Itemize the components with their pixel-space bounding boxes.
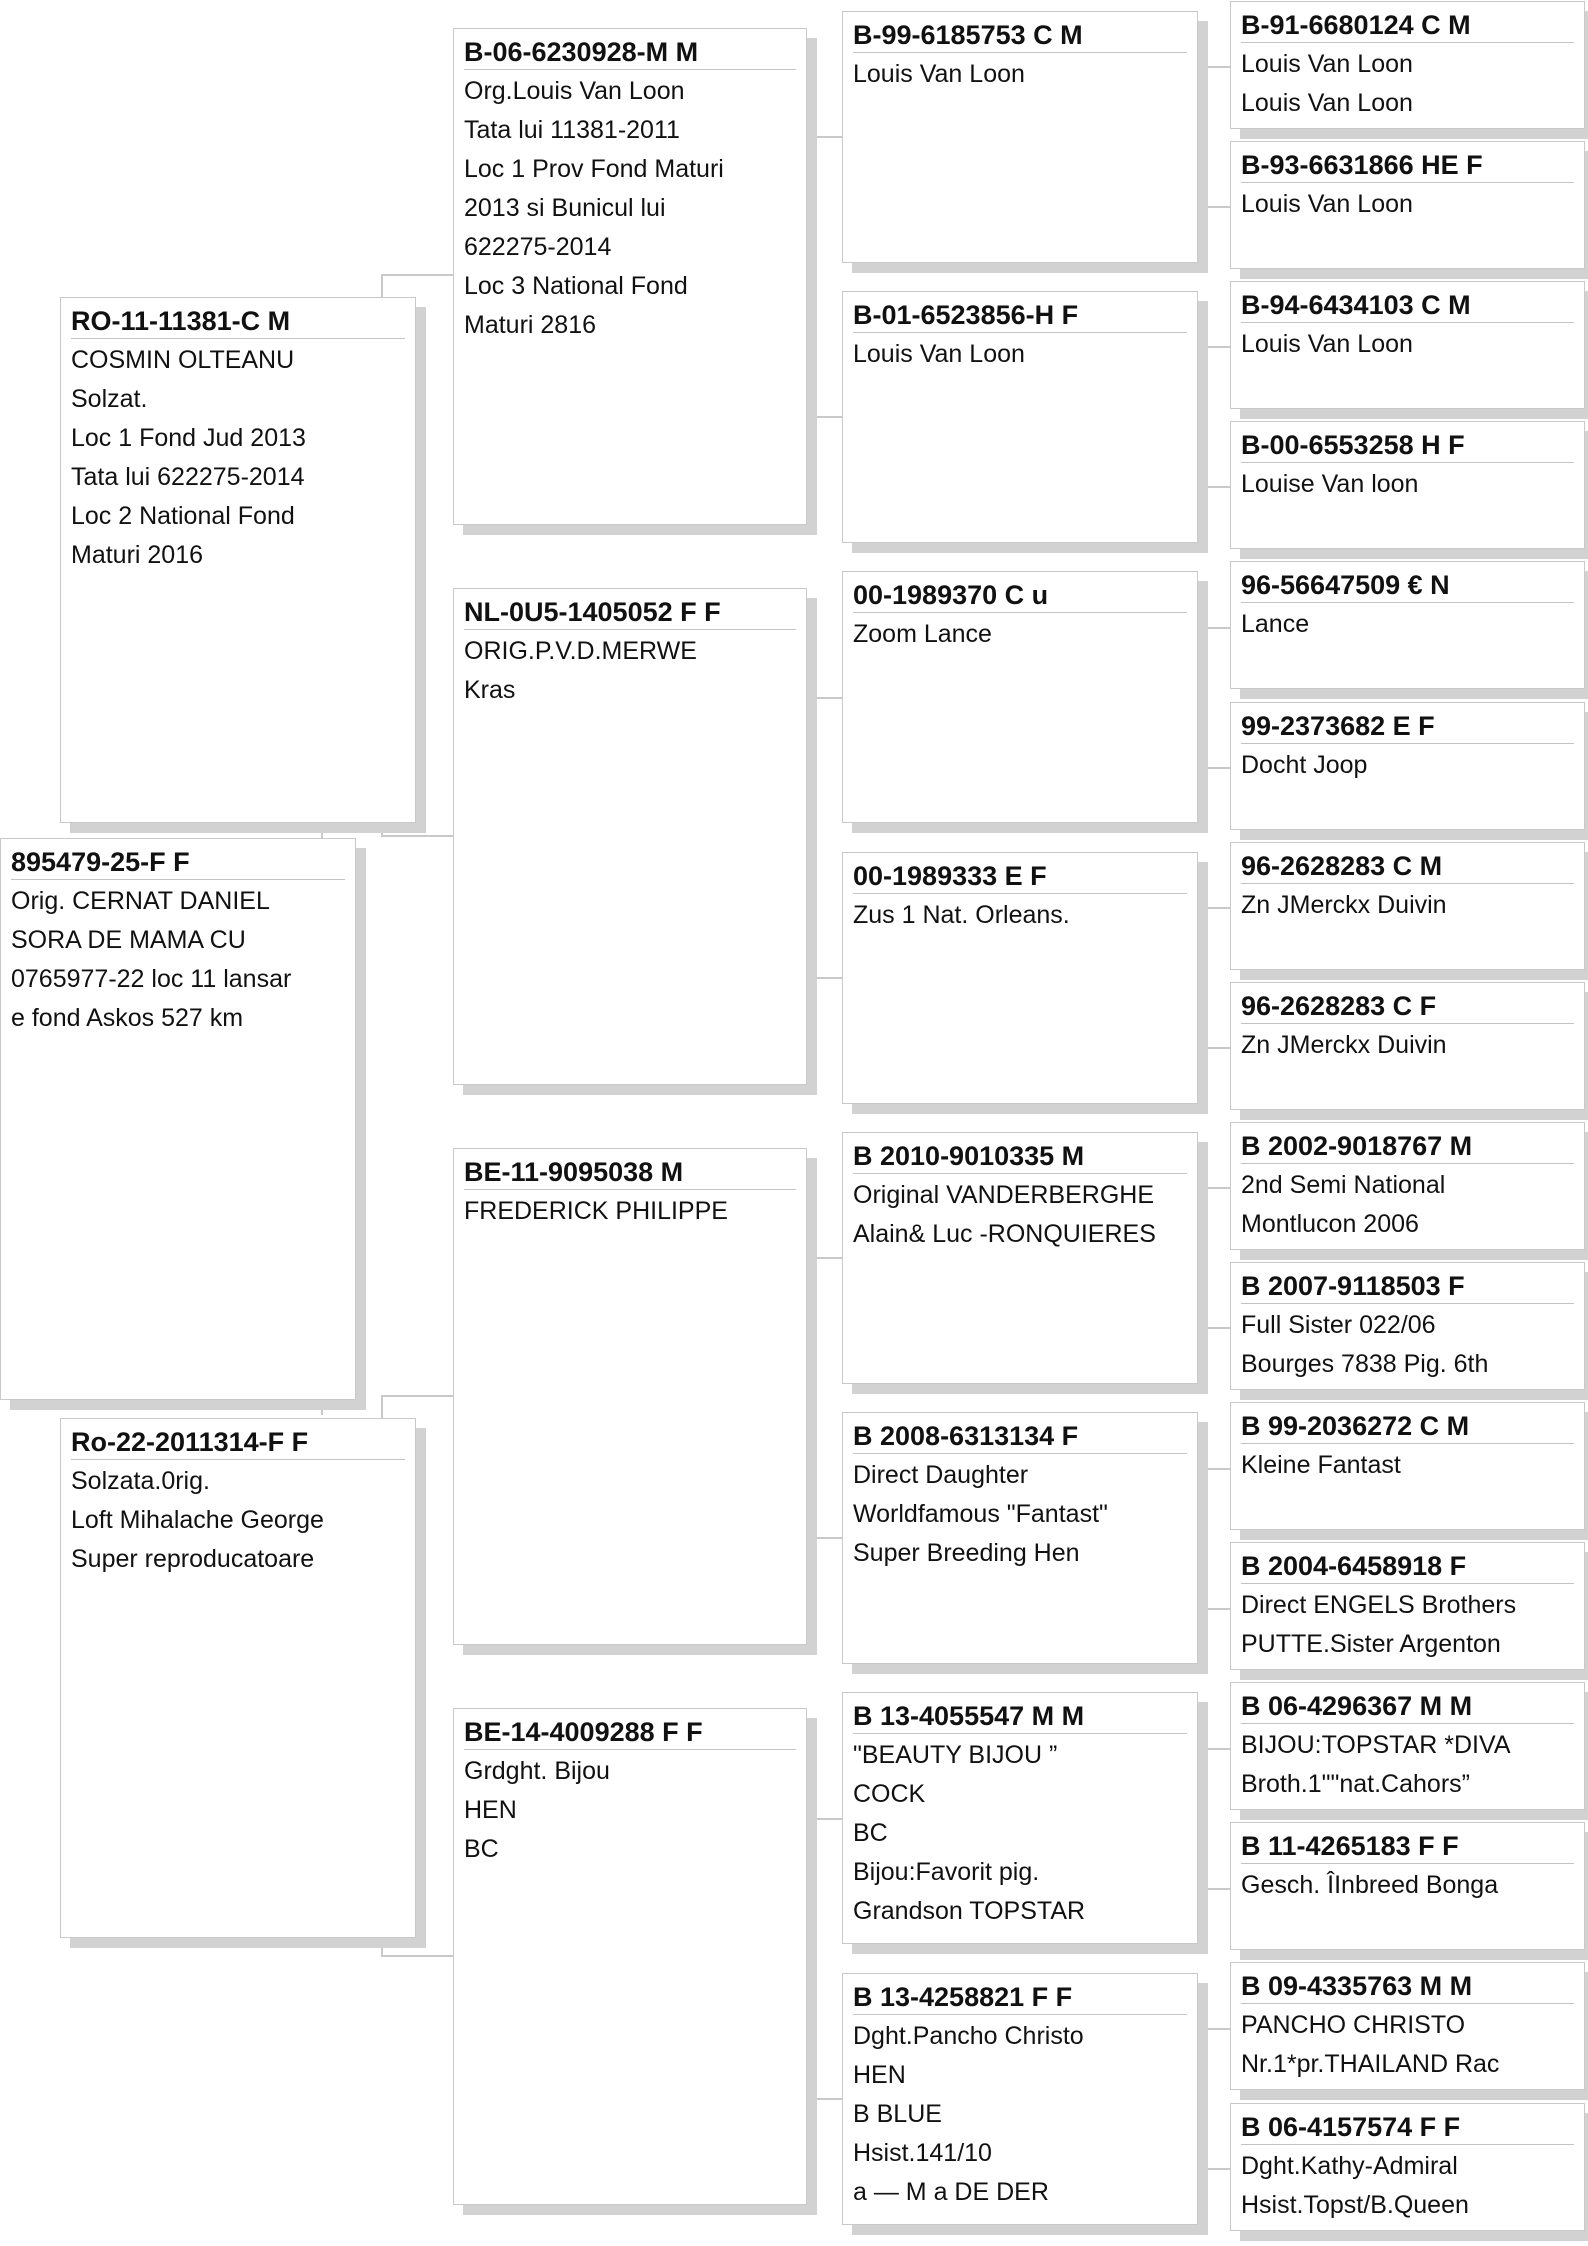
- pigeon-notes: [464, 630, 796, 710]
- note-line: Super reproducatoare: [71, 1545, 315, 1573]
- pigeon-card-grandparent: [453, 28, 807, 525]
- pigeon-notes: [1241, 1164, 1574, 1244]
- note-line: Grdght. Bijou: [464, 1757, 610, 1785]
- note-line: Super Breeding Hen: [853, 1539, 1080, 1567]
- pigeon-notes: [71, 1460, 405, 1579]
- pigeon-notes: [1241, 43, 1574, 123]
- note-line: Alain& Luc -RONQUIERES: [853, 1220, 1156, 1248]
- ring-number: B-99-6185753 C M: [853, 18, 1187, 53]
- ring-number: B-94-6434103 C M: [1241, 288, 1574, 323]
- note-line: Worldfamous "Fantast": [853, 1500, 1108, 1528]
- pigeon-card-grandparent: [453, 1148, 807, 1645]
- pigeon-notes: [1241, 463, 1574, 504]
- ring-number: B-91-6680124 C M: [1241, 8, 1574, 43]
- pigeon-card-great-great-grandparent: [1230, 1682, 1585, 1810]
- pigeon-notes: [11, 880, 345, 1038]
- ring-number: B-00-6553258 H F: [1241, 428, 1574, 463]
- pigeon-card-dam: [60, 1418, 416, 1938]
- pigeon-notes: [1241, 1864, 1574, 1905]
- ring-number: B 09-4335763 M M: [1241, 1969, 1574, 2004]
- note-line: Maturi 2816: [464, 311, 597, 339]
- note-line: Loft Mihalache George: [71, 1506, 324, 1534]
- pigeon-notes: [1241, 1304, 1574, 1384]
- note-line: Direct Daughter: [853, 1461, 1029, 1489]
- pigeon-card-great-great-grandparent: [1230, 982, 1585, 1110]
- connector-line: [812, 1537, 842, 1539]
- connector-line: [1198, 2028, 1230, 2030]
- note-line: Louis Van Loon: [1241, 190, 1413, 219]
- connector-line: [812, 416, 842, 418]
- note-line: Original VANDERBERGHE: [853, 1181, 1155, 1209]
- pigeon-notes: [464, 1190, 796, 1231]
- ring-number: 96-56647509 € N: [1241, 568, 1574, 603]
- ring-number: B-93-6631866 HE F: [1241, 148, 1574, 183]
- ring-number: B 13-4055547 M M: [853, 1699, 1187, 1734]
- note-line: Nr.1*pr.THAILAND Rac: [1241, 2050, 1500, 2079]
- ring-number: 895479-25-F F: [11, 845, 345, 880]
- note-line: 2013 si Bunicul lui: [464, 194, 666, 222]
- note-line: Full Sister 022/06: [1241, 1310, 1436, 1339]
- pigeon-card-great-grandparent: [842, 291, 1198, 543]
- pigeon-notes: [853, 1734, 1187, 1931]
- note-line: Tata lui 622275-2014: [71, 463, 305, 491]
- ring-number: B-06-6230928-M M: [464, 35, 796, 70]
- ring-number: BE-11-9095038 M: [464, 1155, 796, 1190]
- note-line: Docht Joop: [1241, 750, 1368, 779]
- connector-line: [381, 835, 453, 837]
- note-line: Louis Van Loon: [853, 340, 1025, 368]
- ring-number: B-01-6523856-H F: [853, 298, 1187, 333]
- pigeon-notes: [1241, 323, 1574, 364]
- ring-number: B 11-4265183 F F: [1241, 1829, 1574, 1864]
- note-line: Montlucon 2006: [1241, 1209, 1419, 1238]
- note-line: Louis Van Loon: [1241, 89, 1413, 117]
- connector-line: [812, 1818, 842, 1820]
- ring-number: B 2007-9118503 F: [1241, 1269, 1574, 1304]
- connector-line: [812, 977, 842, 979]
- note-line: 2nd Semi National: [1241, 1170, 1446, 1199]
- pigeon-notes: [1241, 1584, 1574, 1664]
- note-line: Lance: [1241, 610, 1310, 639]
- note-line: Louis Van Loon: [1241, 330, 1413, 359]
- ring-number: 99-2373682 E F: [1241, 709, 1574, 744]
- ring-number: B 2002-9018767 M: [1241, 1129, 1574, 1164]
- ring-number: RO-11-11381-C M: [71, 304, 405, 339]
- note-line: "BEAUTY BIJOU ”: [853, 1741, 1058, 1769]
- note-line: Zoom Lance: [853, 620, 992, 648]
- note-line: Hsist.141/10: [853, 2139, 992, 2167]
- note-line: Loc 1 Fond Jud 2013: [71, 424, 306, 452]
- note-line: COCK: [853, 1780, 926, 1808]
- pigeon-card-sire: [60, 297, 416, 823]
- connector-line: [812, 697, 842, 699]
- pigeon-notes: [464, 70, 796, 345]
- pigeon-card-great-great-grandparent: [1230, 1122, 1585, 1250]
- note-line: Zn JMerckx Duivin: [1241, 890, 1447, 919]
- connector-line: [381, 1938, 383, 1955]
- connector-line: [381, 1955, 453, 1957]
- connector-line: [381, 1395, 383, 1420]
- ring-number: BE-14-4009288 F F: [464, 1715, 796, 1750]
- pigeon-notes: [853, 613, 1187, 654]
- pigeon-notes: [71, 339, 405, 575]
- ring-number: 00-1989333 E F: [853, 859, 1187, 894]
- connector-line: [812, 136, 842, 138]
- pigeon-card-great-grandparent: [842, 571, 1198, 823]
- note-line: Zus 1 Nat. Orleans.: [853, 901, 1070, 929]
- pigeon-card-great-grandparent: [842, 1412, 1198, 1664]
- pigeon-card-great-grandparent: [842, 1973, 1198, 2225]
- connector-line: [1198, 1187, 1230, 1189]
- ring-number: B 06-4296367 M M: [1241, 1689, 1574, 1724]
- connector-line: [1198, 346, 1230, 348]
- connector-line: [381, 274, 453, 276]
- connector-line: [381, 1395, 453, 1397]
- note-line: Louis Van Loon: [853, 60, 1025, 88]
- pigeon-notes: [1241, 603, 1574, 644]
- connector-line: [1198, 907, 1230, 909]
- pigeon-notes: [853, 53, 1187, 94]
- connector-line: [1198, 1748, 1230, 1750]
- note-line: PUTTE.Sister Argenton: [1241, 1630, 1501, 1659]
- note-line: Maturi 2016: [71, 541, 204, 569]
- pigeon-notes: [1241, 744, 1574, 785]
- ring-number: Ro-22-2011314-F F: [71, 1425, 405, 1460]
- pigeon-card-great-great-grandparent: [1230, 1262, 1585, 1390]
- note-line: Tata lui 11381-2011: [464, 116, 680, 144]
- ring-number: B 2004-6458918 F: [1241, 1549, 1574, 1584]
- connector-line: [1198, 767, 1230, 769]
- pigeon-card-great-grandparent: [842, 852, 1198, 1104]
- note-line: Broth.1""nat.Cahors”: [1241, 1770, 1470, 1799]
- pigeon-card-great-great-grandparent: [1230, 2103, 1585, 2231]
- note-line: HEN: [464, 1796, 517, 1824]
- note-line: Kleine Fantast: [1241, 1451, 1401, 1479]
- pigeon-card-great-grandparent: [842, 11, 1198, 263]
- pigeon-notes: [1241, 1724, 1574, 1804]
- note-line: BC: [464, 1835, 499, 1863]
- note-line: a — M a DE DER: [853, 2178, 1049, 2206]
- connector-line: [812, 1257, 842, 1259]
- connector-line: [1198, 2168, 1230, 2170]
- connector-line: [812, 2098, 842, 2100]
- ring-number: B 2010-9010335 M: [853, 1139, 1187, 1174]
- pigeon-card-great-great-grandparent: [1230, 561, 1585, 689]
- pigeon-notes: [1241, 183, 1574, 224]
- note-line: Dght.Pancho Christo: [853, 2022, 1084, 2050]
- note-line: Solzat.: [71, 385, 148, 413]
- pigeon-notes: [853, 2015, 1187, 2212]
- note-line: Gesch. ÎInbreed Bonga: [1241, 1871, 1499, 1900]
- note-line: FREDERICK PHILIPPE: [464, 1197, 728, 1225]
- ring-number: 96-2628283 C F: [1241, 989, 1574, 1024]
- pigeon-card-great-grandparent: [842, 1692, 1198, 1944]
- ring-number: B 06-4157574 F F: [1241, 2110, 1574, 2145]
- note-line: Orig. CERNAT DANIEL: [11, 887, 270, 915]
- note-line: Zn JMerckx Duivin: [1241, 1030, 1447, 1059]
- note-line: 0765977-22 loc 11 lansar: [11, 965, 292, 993]
- note-line: Louise Van loon: [1241, 470, 1419, 499]
- ring-number: 96-2628283 C M: [1241, 849, 1574, 884]
- note-line: 622275-2014: [464, 233, 612, 261]
- note-line: HEN: [853, 2061, 906, 2089]
- connector-line: [1198, 66, 1230, 68]
- pigeon-card-great-great-grandparent: [1230, 141, 1585, 269]
- pigeon-notes: [853, 1174, 1187, 1254]
- pigeon-card-great-great-grandparent: [1230, 1822, 1585, 1950]
- pigeon-notes: [1241, 1444, 1574, 1485]
- ring-number: B 2008-6313134 F: [853, 1419, 1187, 1454]
- note-line: Louis Van Loon: [1241, 50, 1413, 78]
- pigeon-notes: [1241, 884, 1574, 925]
- pigeon-notes: [1241, 1024, 1574, 1065]
- note-line: BC: [853, 1819, 888, 1847]
- pigeon-card-great-great-grandparent: [1230, 1402, 1585, 1530]
- connector-line: [1198, 1327, 1230, 1329]
- note-line: Hsist.Topst/B.Queen: [1241, 2190, 1469, 2219]
- pigeon-card-great-great-grandparent: [1230, 1, 1585, 129]
- note-line: Loc 2 National Fond: [71, 502, 295, 530]
- note-line: Solzata.0rig.: [71, 1467, 210, 1495]
- pigeon-card-great-grandparent: [842, 1132, 1198, 1384]
- ring-number: B 99-2036272 C M: [1241, 1409, 1574, 1444]
- note-line: ORIG.P.V.D.MERWE: [464, 637, 697, 665]
- pigeon-notes: [853, 894, 1187, 935]
- connector-line: [1198, 1047, 1230, 1049]
- connector-line: [1198, 486, 1230, 488]
- pigeon-card-subject: [0, 838, 356, 1400]
- note-line: Bourges 7838 Pig. 6th: [1241, 1349, 1489, 1378]
- pigeon-card-great-great-grandparent: [1230, 842, 1585, 970]
- pigeon-notes: [1241, 2004, 1574, 2084]
- pigeon-card-grandparent: [453, 1708, 807, 2205]
- note-line: Loc 3 National Fond: [464, 272, 688, 300]
- note-line: BIJOU:TOPSTAR *DIVA: [1241, 1731, 1511, 1760]
- pigeon-card-great-great-grandparent: [1230, 1542, 1585, 1670]
- note-line: e fond Askos 527 km: [11, 1004, 244, 1032]
- connector-line: [381, 274, 383, 298]
- note-line: Bijou:Favorit pig.: [853, 1858, 1040, 1886]
- note-line: B BLUE: [853, 2100, 942, 2128]
- note-line: Dght.Kathy-Admiral: [1241, 2151, 1458, 2180]
- note-line: PANCHO CHRISTO: [1241, 2011, 1466, 2040]
- pigeon-card-great-great-grandparent: [1230, 421, 1585, 549]
- note-line: SORA DE MAMA CU: [11, 926, 246, 954]
- pigeon-notes: [464, 1750, 796, 1869]
- note-line: COSMIN OLTEANU: [71, 346, 295, 374]
- pigeon-card-great-great-grandparent: [1230, 702, 1585, 830]
- connector-line: [1198, 1608, 1230, 1610]
- note-line: Loc 1 Prov Fond Maturi: [464, 155, 724, 183]
- ring-number: B 13-4258821 F F: [853, 1980, 1187, 2015]
- pigeon-notes: [1241, 2145, 1574, 2225]
- pigeon-card-great-great-grandparent: [1230, 281, 1585, 409]
- pigeon-notes: [853, 1454, 1187, 1573]
- connector-line: [1198, 1888, 1230, 1890]
- ring-number: 00-1989370 C u: [853, 578, 1187, 613]
- note-line: Grandson TOPSTAR: [853, 1897, 1086, 1925]
- note-line: Direct ENGELS Brothers: [1241, 1591, 1517, 1620]
- connector-line: [1198, 206, 1230, 208]
- connector-line: [1198, 627, 1230, 629]
- ring-number: NL-0U5-1405052 F F: [464, 595, 796, 630]
- connector-line: [1198, 1468, 1230, 1470]
- pigeon-card-great-great-grandparent: [1230, 1962, 1585, 2090]
- pigeon-notes: [853, 333, 1187, 374]
- pigeon-card-grandparent: [453, 588, 807, 1085]
- note-line: Kras: [464, 676, 516, 704]
- note-line: Org.Louis Van Loon: [464, 77, 685, 105]
